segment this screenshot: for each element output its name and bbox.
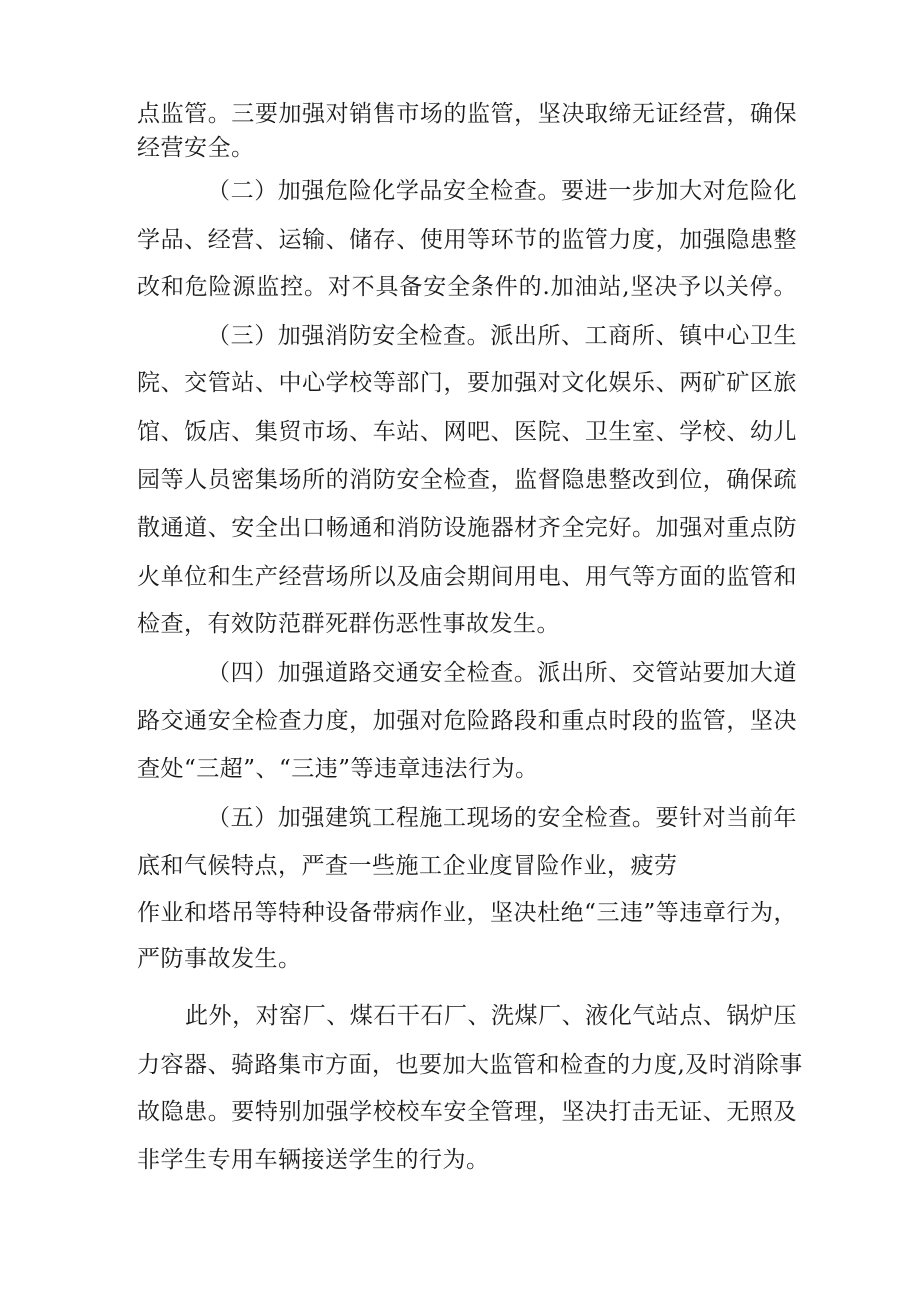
text-line: 火单位和生产经营场所以及庙会期间用电、用气等方面的监管和 — [137, 564, 797, 590]
text-line: 路交通安全检查力度，加强对危险路段和重点时段的监管，坚决 — [137, 708, 797, 734]
text-line: （五）加强建筑工程施工现场的安全检查。要针对当前年 — [207, 805, 797, 831]
text-line: 经营安全。 — [137, 135, 255, 161]
text-line: （三）加强消防安全检查。派出所、工商所、镇中心卫生 — [207, 323, 797, 349]
text-line: 院、交管站、中心学校等部门，要加强对文化娱乐、两矿矿区旅 — [137, 370, 797, 396]
text-line: 此外，对窑厂、煤石干石厂、洗煤厂、液化气站点、锅炉压 — [185, 1003, 797, 1029]
text-line: 点监管。三要加强对销售市场的监管，坚决取缔无证经营，确保 — [137, 101, 797, 127]
text-line: 查处“三超”、“三违”等违章违法行为。 — [137, 756, 539, 782]
text-line: 故隐患。要特别加强学校校车安全管理，坚决打击无证、无照及 — [137, 1099, 797, 1125]
text-line: （四）加强道路交通安全检查。派出所、交管站要加大道 — [207, 660, 797, 686]
text-line: 力容器、骑路集市方面，也要加大监管和检查的力度,及时消除事 — [137, 1052, 803, 1078]
text-line: 学品、经营、运输、储存、使用等环节的监管力度，加强隐患整 — [137, 227, 797, 253]
text-line: （二）加强危险化学品安全检查。要进一步加大对危险化 — [207, 178, 797, 204]
text-line: 作业和塔吊等特种设备带病作业，坚决杜绝“三违”等违章行为， — [137, 900, 797, 926]
text-line: 散通道、安全出口畅通和消防设施器材齐全完好。加强对重点防 — [137, 515, 797, 541]
text-line: 检查，有效防范群死群伤恶性事故发生。 — [137, 611, 560, 637]
text-line: 馆、饭店、集贸市场、车站、网吧、医院、卫生室、学校、幼儿 — [137, 419, 797, 445]
text-line: 严防事故发生。 — [137, 946, 302, 972]
text-line: 底和气候特点，严查一些施工企业度冒险作业，疲劳 — [137, 853, 678, 879]
text-line: 园等人员密集场所的消防安全检查，监督隐患整改到位，确保疏 — [137, 467, 797, 493]
text-line: 改和危险源监控。对不具备安全条件的.加油站,坚决予以关停。 — [137, 274, 797, 300]
text-line: 非学生专用车辆接送学生的行为。 — [137, 1147, 490, 1173]
